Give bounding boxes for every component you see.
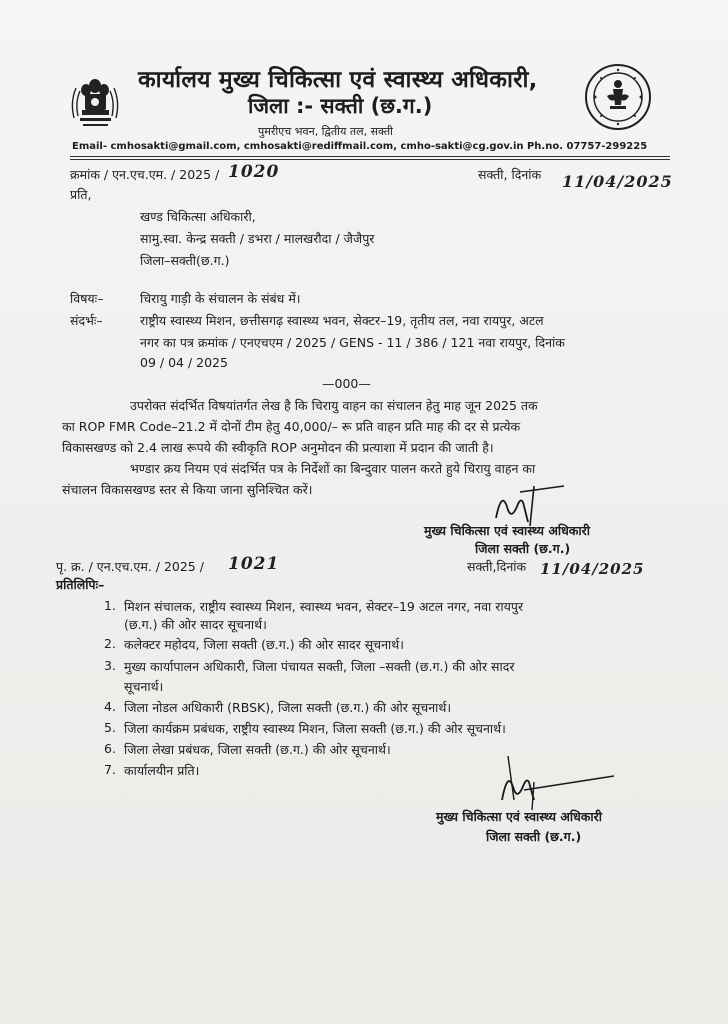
header-rule-bottom bbox=[70, 159, 670, 160]
body-line: संचालन विकासखण्ड स्तर से किया जाना सुनिश्चित करें। bbox=[62, 482, 313, 497]
copy-item-line: जिला लेखा प्रबंधक, जिला सक्ती (छ.ग.) की ओर सूचनार्थ। bbox=[124, 742, 391, 757]
copy-number-label: 1. bbox=[104, 598, 116, 613]
addressee-line: खण्ड चिकित्सा अधिकारी, bbox=[140, 209, 256, 224]
copy-item-line: मुख्य कार्यापालन अधिकारी, जिला पंचायत सक्ती, जिला –सक्ती (छ.ग.) की ओर सादर bbox=[124, 659, 515, 674]
state-emblem-icon bbox=[66, 72, 124, 136]
copy-number-label: 3. bbox=[104, 658, 116, 673]
to-label: प्रति, bbox=[70, 187, 92, 202]
reference-line: राष्ट्रीय स्वास्थ्य मिशन, छत्तीसगढ़ स्वास्थ्य भवन, सेक्टर–19, तृतीय तल, नवा रायपुर, अटल bbox=[140, 313, 544, 328]
copy-number-label: 5. bbox=[104, 720, 116, 735]
body-line: विकासखण्ड को 2.4 लाख रूपये की स्वीकृति ROP अनुमोदन की प्रत्याशा में प्रदान की जाती है। bbox=[62, 440, 494, 455]
contact-line: Email- cmhosakti@gmail.com, cmhosakti@rediffmail.com, cmho-sakti@cg.gov.in Ph.no. 07757-299225 bbox=[72, 141, 648, 152]
letter-date-handwritten: 11/04/2025 bbox=[562, 172, 673, 191]
reference-line: नगर का पत्र क्रमांक / एनएचएम / 2025 / GENS - 11 / 386 / 121 नवा रायपुर, दिनांक bbox=[140, 335, 565, 350]
reference-label: संदर्भः– bbox=[70, 313, 103, 328]
health-mission-seal-icon bbox=[583, 62, 653, 132]
signature-2-icon bbox=[486, 752, 626, 812]
subject-label: विषयः– bbox=[70, 291, 104, 306]
body-line: उपरोक्त संदर्भित विषयांतर्गत लेख है कि चिरायु वाहन का संचालन हेतु माह जून 2025 तक bbox=[130, 398, 538, 413]
letter-number-handwritten: 1020 bbox=[228, 162, 280, 182]
copy-item-line: कलेक्टर महोदय, जिला सक्ती (छ.ग.) की ओर सादर सूचनार्थ। bbox=[124, 637, 404, 652]
signature-2-title: मुख्य चिकित्सा एवं स्वास्थ्य अधिकारी bbox=[436, 809, 602, 824]
copy-item-line: जिला नोडल अधिकारी (RBSK), जिला सक्ती (छ.ग.) की ओर सूचनार्थ। bbox=[124, 700, 452, 715]
copy-item-line: सूचनार्थ। bbox=[124, 679, 164, 694]
copy-item-line: (छ.ग.) की ओर सादर सूचनार्थ। bbox=[124, 617, 267, 632]
header-rule-top bbox=[70, 156, 670, 157]
copy-item-line: कार्यालयीन प्रति। bbox=[124, 763, 200, 778]
copy-heading: प्रतिलिपिः– bbox=[56, 577, 105, 592]
copy-item-line: जिला कार्यक्रम प्रबंधक, राष्ट्रीय स्वास्थ्य मिशन, जिला सक्ती (छ.ग.) की ओर सूचनार्थ। bbox=[124, 721, 506, 736]
signature-1-title: मुख्य चिकित्सा एवं स्वास्थ्य अधिकारी bbox=[424, 523, 590, 538]
letter-number: क्रमांक / एन.एच.एम. / 2025 / bbox=[70, 167, 220, 182]
copy-place-date-label: सक्ती,दिनांक bbox=[467, 559, 527, 574]
office-address: पुमरीएच भवन, द्वितीय तल, सक्ती bbox=[258, 125, 394, 138]
separator: —000— bbox=[322, 376, 371, 391]
copy-number-label: 4. bbox=[104, 699, 116, 714]
subject-text: चिरायु गाड़ी के संचालन के संबंध में। bbox=[140, 291, 301, 306]
copy-number-label: 7. bbox=[104, 762, 116, 777]
signature-2-district: जिला सक्ती (छ.ग.) bbox=[486, 829, 582, 844]
reference-line: 09 / 04 / 2025 bbox=[140, 355, 228, 370]
copy-number-handwritten: 1021 bbox=[228, 554, 280, 574]
place-date-label: सक्ती, दिनांक bbox=[478, 167, 542, 182]
office-title: कार्यालय मुख्य चिकित्सा एवं स्वास्थ्य अधिकारी, bbox=[138, 67, 538, 93]
signature-1-district: जिला सक्ती (छ.ग.) bbox=[475, 541, 571, 556]
district-title: जिला :- सक्ती (छ.ग.) bbox=[248, 94, 433, 118]
copy-item-line: मिशन संचालक, राष्ट्रीय स्वास्थ्य मिशन, स्वास्थ्य भवन, सेक्टर–19 अटल नगर, नवा रायपुर bbox=[124, 599, 524, 614]
copy-number-label: 2. bbox=[104, 636, 116, 651]
copy-number: पृ. क्र. / एन.एच.एम. / 2025 / bbox=[56, 559, 204, 574]
body-line: का ROP FMR Code–21.2 में दोनों टीम हेतु 40,000/– रू प्रति वाहन प्रति माह की दर से प्रत्येक bbox=[62, 419, 521, 434]
copy-number-label: 6. bbox=[104, 741, 116, 756]
addressee-line: जिला–सक्ती(छ.ग.) bbox=[140, 253, 230, 268]
copy-date-handwritten: 11/04/2025 bbox=[540, 560, 645, 578]
body-line: भण्डार क्रय नियम एवं संदर्भित पत्र के निर्देशों का बिन्दुवार पालन करते हुये चिरायु वाहन का bbox=[130, 461, 536, 476]
addressee-line: सामु.स्वा. केन्द्र सक्ती / डभरा / मालखरौदा / जैजैपुर bbox=[140, 231, 375, 246]
signature-1-icon bbox=[476, 478, 586, 528]
